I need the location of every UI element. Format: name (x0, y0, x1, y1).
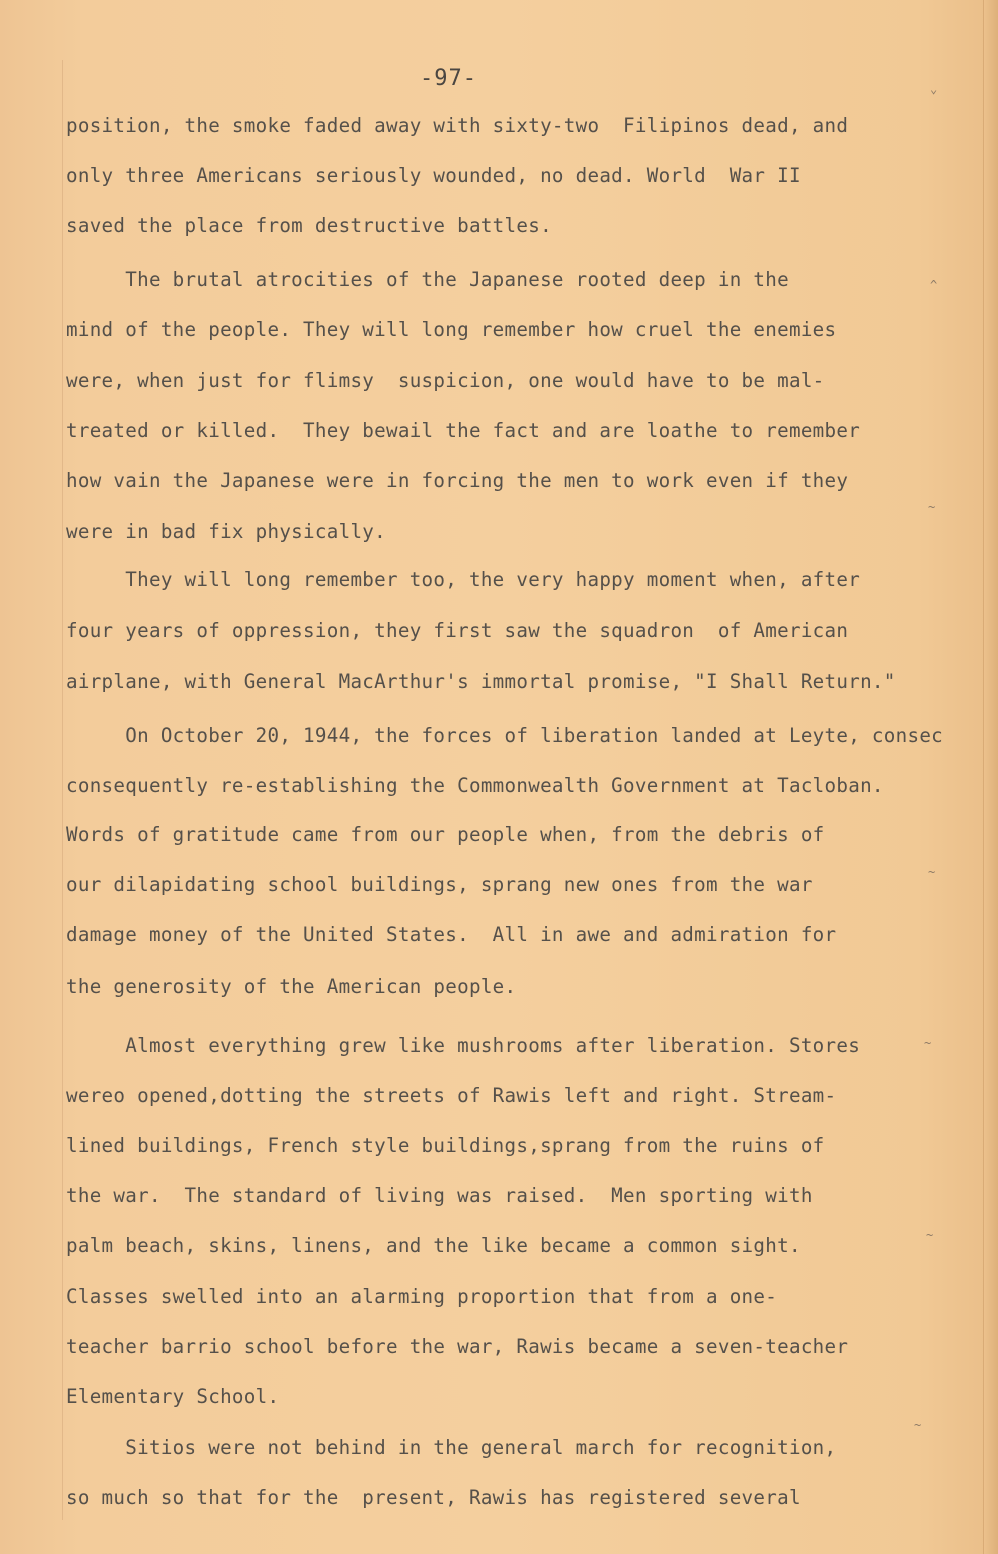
ink-speck: ~ (926, 1228, 934, 1242)
text-line: were, when just for flimsy suspicion, one would have to be mal- (66, 369, 825, 392)
text-line: only three Americans seriously wounded, no dead. World War II (66, 164, 801, 187)
page-edge (983, 0, 998, 1554)
ink-speck: ~ (914, 1418, 922, 1432)
text-line: Almost everything grew like mushrooms after liberation. Stores (66, 1034, 861, 1057)
text-line: Words of gratitude came from our people when, from the debris of (66, 823, 825, 846)
ink-speck: ~ (928, 865, 936, 879)
text-line: were in bad fix physically. (66, 520, 386, 543)
text-line: consequently re-establishing the Commonwealth Government at Tacloban. (66, 774, 884, 797)
text-line: the generosity of the American people. (66, 975, 517, 998)
text-line: The brutal atrocities of the Japanese rooted deep in the (66, 268, 789, 291)
text-line: damage money of the United States. All in awe and admiration for (66, 923, 837, 946)
text-line: so much so that for the present, Rawis has registered several (66, 1486, 801, 1509)
page-number: -97- (420, 66, 477, 91)
text-line: our dilapidating school buildings, sprang new ones from the war (66, 873, 813, 896)
text-line: palm beach, skins, linens, and the like became a common sight. (66, 1234, 801, 1257)
text-line: teacher barrio school before the war, Rawis became a seven-teacher (66, 1335, 849, 1358)
text-line: the war. The standard of living was raised. Men sporting with (66, 1184, 813, 1207)
ink-speck: ~ (928, 500, 936, 514)
text-line: Sitios were not behind in the general march for recognition, (66, 1436, 837, 1459)
margin-rule (62, 60, 63, 1520)
ink-speck: ⌄ (930, 82, 938, 96)
text-line: They will long remember too, the very happy moment when, after (66, 568, 861, 591)
text-line: position, the smoke faded away with sixty-two Filipinos dead, and (66, 114, 849, 137)
text-line: mind of the people. They will long remember how cruel the enemies (66, 318, 837, 341)
ink-speck: ^ (930, 278, 938, 292)
text-line: four years of oppression, they first saw the squadron of American (66, 619, 849, 642)
text-line: On October 20, 1944, the forces of liberation landed at Leyte, consec (66, 724, 944, 747)
text-line: lined buildings, French style buildings,sprang from the ruins of (66, 1134, 825, 1157)
text-line: Classes swelled into an alarming proportion that from a one- (66, 1285, 778, 1308)
text-line: treated or killed. They bewail the fact and are loathe to remember (66, 419, 861, 442)
text-line: saved the place from destructive battles. (66, 214, 552, 237)
text-line: airplane, with General MacArthur's immortal promise, "I Shall Return." (66, 670, 896, 693)
text-line: wereo opened,dotting the streets of Rawis left and right. Stream- (66, 1084, 837, 1107)
text-line: how vain the Japanese were in forcing the men to work even if they (66, 469, 849, 492)
text-line: Elementary School. (66, 1385, 280, 1408)
ink-speck: ~ (924, 1036, 932, 1050)
